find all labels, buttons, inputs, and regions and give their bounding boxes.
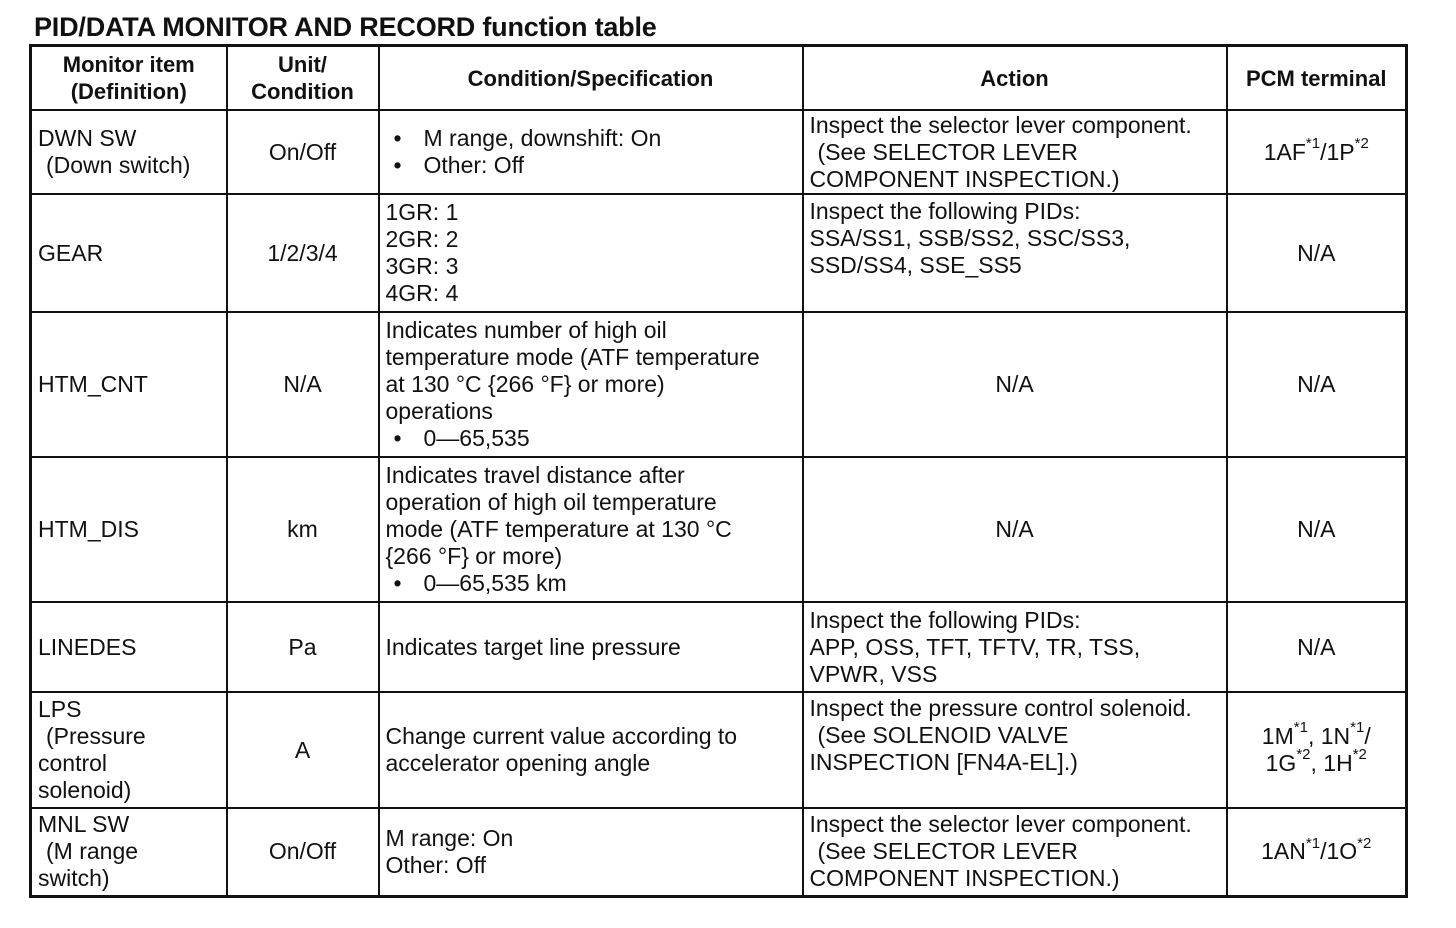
condition-cell: 1GR: 1 2GR: 2 3GR: 3 4GR: 4 [379,194,803,312]
table-row [31,110,1407,194]
monitor-item-cell: GEAR [31,194,227,312]
action-cell: Inspect the selector lever component. (See SELECTOR LEVER COMPONENT INSPECTION.) [803,110,1227,194]
pcm-terminal-cell: $1AN^{*1}/1O^{*2}$ [1227,808,1407,896]
table-row [31,194,1407,312]
header-action: Action [803,46,1227,111]
pcm-terminal-cell: N/A [1227,457,1407,602]
condition-cell [379,110,803,194]
function-table [29,44,1408,898]
monitor-item-cell: DWN SW (Down switch) [31,110,227,194]
action-cell: Inspect the following PIDs: SSA/SS1, SSB/SS2, SSC/SS3, SSD/SS4, SSE_SS5 [803,194,1227,312]
table-row [31,312,1407,457]
pcm-terminal-cell: N/A [1227,312,1407,457]
header-row [31,46,1407,111]
header-pcm-terminal: PCM terminal [1227,46,1407,111]
monitor-item-cell: LINEDES [31,602,227,692]
condition-cell: Change current value according to accelerator opening angle [379,692,803,808]
pcm-terminal-cell: $1M^{*1}$, $1N^{*1}/$ $1G^{*2}$, $1H^{*2}$ [1227,692,1407,808]
header-condition-spec: Condition/Specification [379,46,803,111]
bullet-item: • 0—65,535 [386,425,796,452]
table-row [31,602,1407,692]
bullet-item: • Other: Off [386,152,796,179]
unit-cell: Pa [227,602,379,692]
unit-cell: 1/2/3/4 [227,194,379,312]
table-row [31,457,1407,602]
action-cell: Inspect the following PIDs: APP, OSS, TFT, TFTV, TR, TSS, VPWR, VSS [803,602,1227,692]
unit-cell: A [227,692,379,808]
condition-cell: Indicates travel distance after operation of high oil temperature mode (ATF temperature at 130 °C {266 °F} or more) • 0—65,535 km [379,457,803,602]
header-unit-condition: Unit/ Condition [227,46,379,111]
monitor-item-cell: MNL SW (M range switch) [31,808,227,896]
action-cell: Inspect the pressure control solenoid. (See SOLENOID VALVE INSPECTION [FN4A-EL].) [803,692,1227,808]
action-cell: N/A [803,312,1227,457]
monitor-item-cell: HTM_DIS [31,457,227,602]
monitor-item-cell: HTM_CNT [31,312,227,457]
pcm-terminal-cell: N/A [1227,602,1407,692]
unit-cell: On/Off [227,110,379,194]
action-cell: N/A [803,457,1227,602]
pcm-terminal-cell: N/A [1227,194,1407,312]
condition-cell: Indicates target line pressure [379,602,803,692]
bullet-item: • 0—65,535 km [386,570,796,597]
pcm-terminal-cell: $1AF^{*1}/1P^{*2}$ [1227,110,1407,194]
monitor-item-cell: LPS (Pressure control solenoid) [31,692,227,808]
header-monitor-item: Monitor item (Definition) [31,46,227,111]
unit-cell: km [227,457,379,602]
table-title: PID/DATA MONITOR AND RECORD function table [34,12,657,42]
unit-cell: N/A [227,312,379,457]
table-row [31,692,1407,808]
bullet-item: • M range, downshift: On [386,125,796,152]
unit-cell: On/Off [227,808,379,896]
condition-cell: Indicates number of high oil temperature mode (ATF temperature at 130 °C {266 °F} or more) operations • 0—65,535 [379,312,803,457]
table-row [31,808,1407,896]
action-cell: Inspect the selector lever component. (See SELECTOR LEVER COMPONENT INSPECTION.) [803,808,1227,896]
condition-cell: M range: On Other: Off [379,808,803,896]
